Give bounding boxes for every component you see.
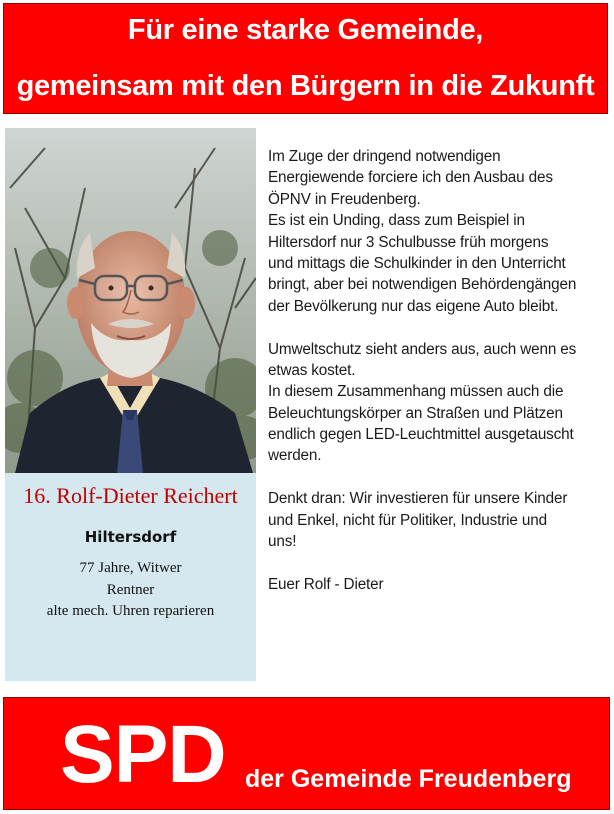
statement-text [268, 146, 610, 595]
text-line: endlich gegen LED-Leuchtmittel ausgetauscht [268, 426, 574, 444]
text-line: werden. [268, 447, 322, 465]
text-line: ÖPNV in Freudenberg. [268, 190, 421, 208]
text-line: Umweltschutz sieht anders aus, auch wenn es [268, 340, 577, 358]
text-line: und mittags die Schulkinder in den Unterricht [268, 254, 566, 272]
text-line: uns! [268, 533, 297, 551]
candidate-photo [5, 128, 256, 473]
paragraph-gap [268, 552, 610, 573]
candidate-age-status: 77 Jahre, Witwer [79, 560, 182, 576]
signoff: Euer Rolf - Dieter [268, 575, 384, 593]
candidate-name: 16. Rolf-Dieter Reichert [23, 483, 238, 508]
candidate-hobby: alte mech. Uhren reparieren [46, 603, 215, 619]
text-line: In diesem Zusammenhang müssen auch die [268, 383, 564, 401]
text-line: und Enkel, nicht für Politiker, Industrie und [268, 511, 547, 529]
text-line: bringt, aber bei notwendigen Behördengängen [268, 276, 577, 294]
text-line: Hiltersdorf nur 3 Schulbusse früh morgens [268, 233, 549, 251]
text-line: Denkt dran: Wir investieren für unsere Kinder [268, 490, 568, 508]
text-line: Es ist ein Unding, dass zum Beispiel in [268, 212, 525, 230]
text-line: Energiewende forciere ich den Ausbau des [268, 169, 553, 187]
text-line: der Bevölkerung nur das eigene Auto bleibt. [268, 297, 559, 315]
text-line: Beleuchtungskörper an Straßen und Plätzen [268, 404, 563, 422]
header-line-2: gemeinsam mit den Bürgern in die Zukunft [16, 70, 595, 102]
footer-subtitle: der Gemeinde Freudenberg [245, 765, 572, 793]
text-line: etwas kostet. [268, 361, 356, 379]
paragraph-gap [268, 317, 610, 338]
header-banner [3, 3, 608, 114]
header-line-1: Für eine starke Gemeinde, [127, 14, 484, 46]
text-line: Im Zuge der dringend notwendigen [268, 148, 501, 165]
spd-logo: SPD [60, 709, 226, 800]
footer-banner [3, 697, 610, 810]
paragraph-gap [268, 467, 610, 488]
candidate-place: Hiltersdorf [84, 528, 177, 546]
candidate-panel [5, 128, 256, 681]
candidate-occupation: Rentner [106, 582, 155, 598]
